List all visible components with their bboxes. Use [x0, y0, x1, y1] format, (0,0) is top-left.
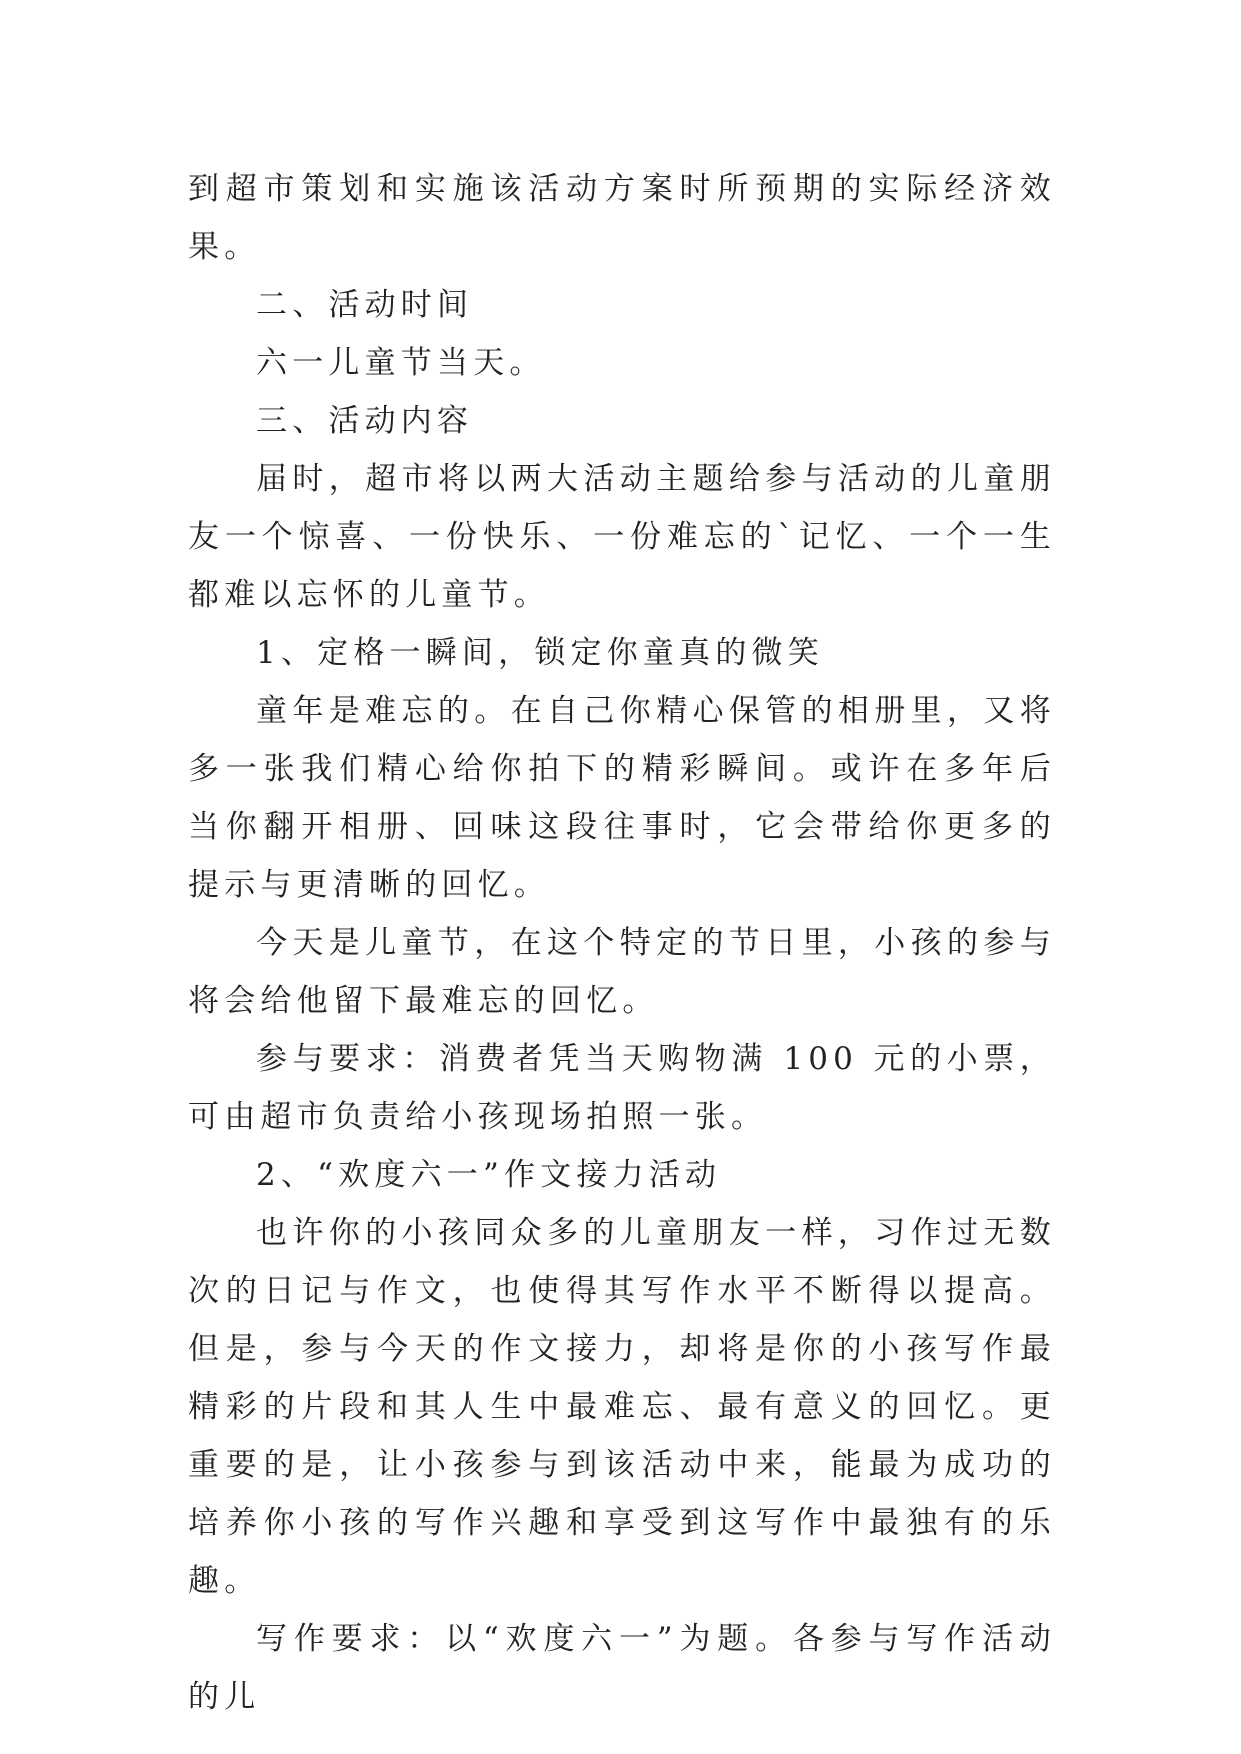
- paragraph-photo-requirements: 参与要求：消费者凭当天购物满 100 元的小票，可由超市负责给小孩现场拍照一张。: [188, 1041, 1056, 1135]
- paragraph-photo-description: 童年是难忘的。在自己你精心保管的相册里，又将多一张我们精心给你拍下的精彩瞬间。或许在多年后当你翻开相册、回味这段往事时，它会带给你更多的提示与更清晰的回忆。: [188, 693, 1056, 903]
- document-body: [188, 160, 1056, 1726]
- section-heading-activity-time: 二、活动时间: [256, 287, 474, 323]
- paragraph-writing-requirements: 写作要求：以“欢度六一”为题。各参与写作活动的儿: [188, 1621, 1056, 1715]
- paragraph-continuation: 到超市策划和实施该活动方案时所预期的实际经济效果。: [188, 171, 1056, 265]
- subheading-photo-activity: 1、定格一瞬间，锁定你童真的微笑: [256, 635, 824, 671]
- subheading-essay-activity: 2、“欢度六一”作文接力活动: [256, 1157, 722, 1193]
- paragraph-activity-intro: 届时，超市将以两大活动主题给参与活动的儿童朋友一个惊喜、一份快乐、一份难忘的`记忆、一个一生都难以忘怀的儿童节。: [188, 461, 1056, 613]
- paragraph-essay-description: 也许你的小孩同众多的儿童朋友一样，习作过无数次的日记与作文，也使得其写作水平不断得以提高。但是，参与今天的作文接力，却将是你的小孩写作最精彩的片段和其人生中最难忘、最有意义的回忆。更重要的是，让小孩参与到该活动中来，能最为成功的培养你小孩的写作兴趣和享受到这写作中最独有的乐趣。: [188, 1215, 1056, 1599]
- paragraph-childrens-day: 今天是儿童节，在这个特定的节日里，小孩的参与将会给他留下最难忘的回忆。: [188, 925, 1056, 1019]
- section-heading-activity-content: 三、活动内容: [256, 403, 474, 439]
- paragraph-activity-time: 六一儿童节当天。: [256, 345, 546, 381]
